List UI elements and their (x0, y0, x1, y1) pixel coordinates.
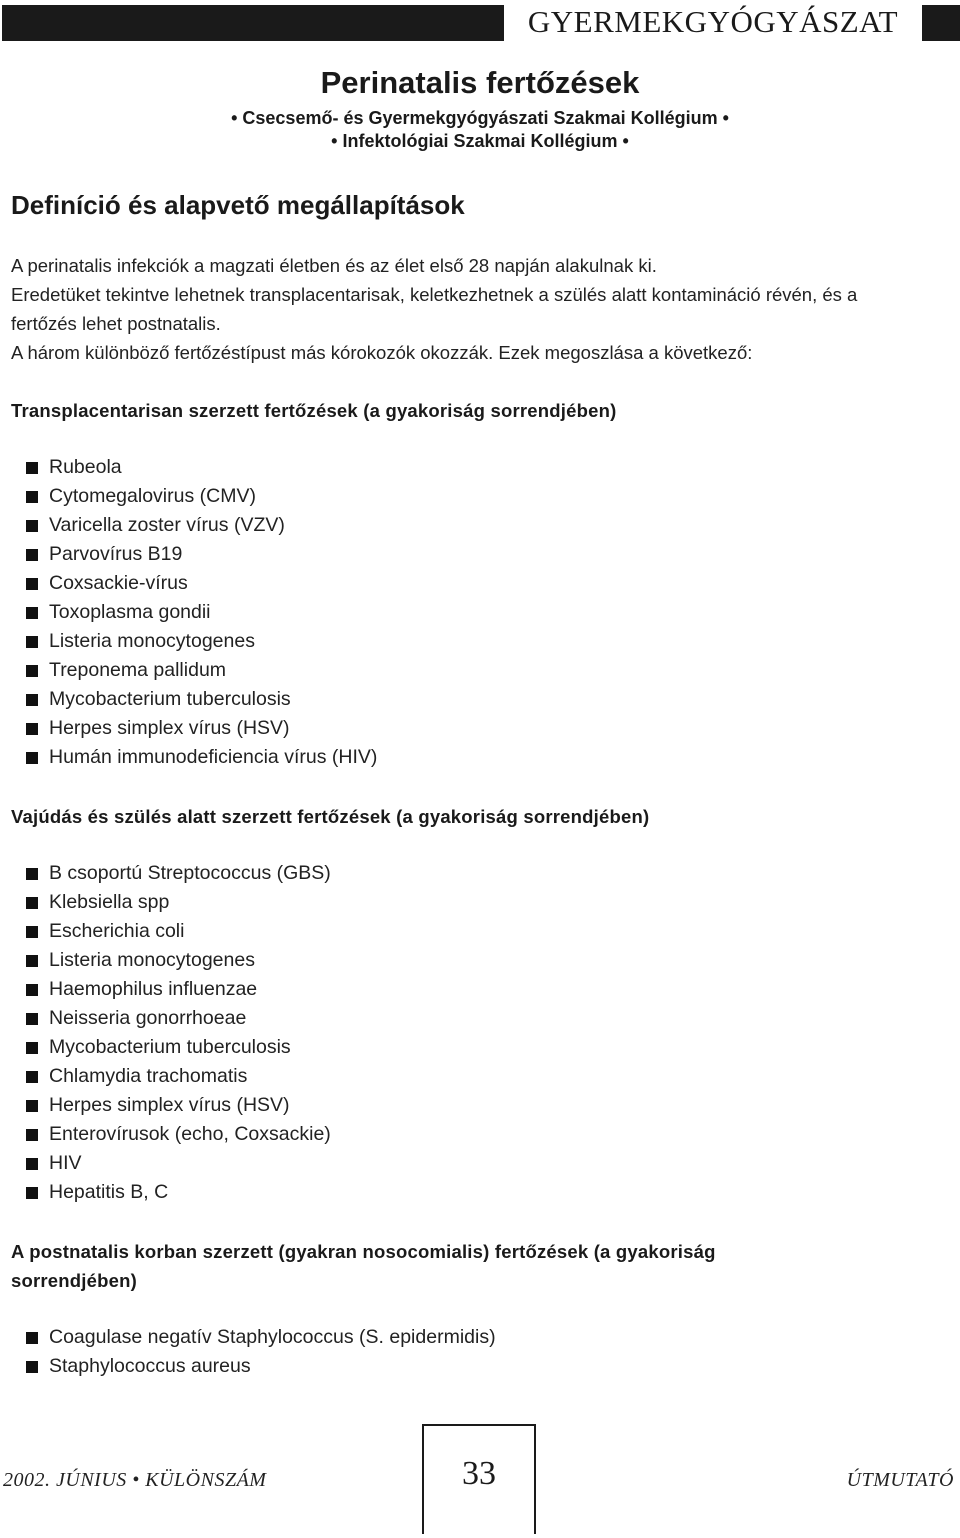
square-bullet-icon (26, 868, 38, 880)
page-number: 33 (462, 1455, 496, 1492)
square-bullet-icon (26, 1129, 38, 1141)
list-item (26, 511, 377, 540)
square-bullet-icon (26, 752, 38, 764)
list-item (26, 1178, 331, 1207)
square-bullet-icon (26, 984, 38, 996)
list-item-label: Hepatitis B, C (49, 1181, 169, 1203)
square-bullet-icon (26, 1332, 38, 1344)
list-item-label: Enterovírusok (echo, Coxsackie) (49, 1123, 331, 1145)
list-item-label: Parvovírus B19 (49, 543, 183, 565)
square-bullet-icon (26, 578, 38, 590)
list-item-label: Toxoplasma gondii (49, 601, 211, 623)
list-item (26, 685, 377, 714)
list-item-label: Listeria monocytogenes (49, 630, 255, 652)
list-item (26, 1149, 331, 1178)
list-item (26, 975, 331, 1004)
list-item-label: Cytomegalovirus (CMV) (49, 485, 256, 507)
square-bullet-icon (26, 1013, 38, 1025)
transplacental-heading: Transplacentarisan szerzett fertőzések (a gyakoriság sorrendjében) (11, 400, 617, 421)
list-item (26, 569, 377, 598)
footer-section: ÚTMUTATÓ (846, 1469, 954, 1491)
list-item-label: Haemophilus influenzae (49, 978, 258, 1000)
list-item-label: Herpes simplex vírus (HSV) (49, 717, 290, 739)
list-item (26, 482, 377, 511)
list-item-label: HIV (49, 1152, 82, 1174)
square-bullet-icon (26, 723, 38, 735)
subtitle-line-2: • Infektológiai Szakmai Kollégium • (331, 131, 629, 151)
section-label: GYERMEKGYÓGYÁSZAT (527, 4, 899, 39)
square-bullet-icon (26, 926, 38, 938)
square-bullet-icon (26, 462, 38, 474)
subtitle-line-1: • Csecsemő- és Gyermekgyógyászati Szakmai Kollégium • (231, 108, 729, 128)
square-bullet-icon (26, 1158, 38, 1170)
footer-issue: 2002. JÚNIUS • KÜLÖNSZÁM (3, 1469, 267, 1491)
list-item (26, 656, 377, 685)
list-item-label: B csoportú Streptococcus (GBS) (49, 862, 331, 884)
definition-heading: Definíció és alapvető megállapítások (11, 190, 465, 220)
square-bullet-icon (26, 1071, 38, 1083)
list-item (26, 540, 377, 569)
list-item (26, 1004, 331, 1033)
square-bullet-icon (26, 694, 38, 706)
list-item-label: Klebsiella spp (49, 891, 170, 913)
postnatal-heading-line-2: sorrendjében) (11, 1270, 137, 1291)
list-item (26, 859, 331, 888)
square-bullet-icon (26, 665, 38, 677)
list-item-label: Mycobacterium tuberculosis (49, 688, 291, 710)
square-bullet-icon (26, 897, 38, 909)
list-item-label: Chlamydia trachomatis (49, 1065, 248, 1087)
page-title: Perinatalis fertőzések (320, 65, 640, 100)
transplacental-list (26, 453, 377, 772)
list-item (26, 1062, 331, 1091)
list-item-label: Rubeola (49, 456, 122, 478)
postnatal-list (26, 1323, 496, 1381)
list-item (26, 1091, 331, 1120)
list-item-label: Listeria monocytogenes (49, 949, 255, 971)
square-bullet-icon (26, 636, 38, 648)
square-bullet-icon (26, 1042, 38, 1054)
list-item-label: Mycobacterium tuberculosis (49, 1036, 291, 1058)
list-item-label: Coagulase negatív Staphylococcus (S. epidermidis) (49, 1326, 496, 1348)
list-item (26, 714, 377, 743)
header-bar-left (2, 5, 504, 41)
header-bar-right (922, 5, 960, 41)
paragraph-line-1: A perinatalis infekciók a magzati életben és az élet első 28 napján alakulnak ki. (11, 255, 657, 276)
square-bullet-icon (26, 1361, 38, 1373)
list-item (26, 917, 331, 946)
intrapartum-heading: Vajúdás és szülés alatt szerzett fertőzések (a gyakoriság sorrendjében) (11, 806, 650, 827)
list-item (26, 627, 377, 656)
list-item (26, 1033, 331, 1062)
square-bullet-icon (26, 549, 38, 561)
list-item-label: Treponema pallidum (49, 659, 227, 681)
list-item (26, 453, 377, 482)
page-number-box (422, 1424, 536, 1534)
list-item-label: Humán immunodeficiencia vírus (HIV) (49, 746, 378, 768)
list-item-label: Staphylococcus aureus (49, 1355, 251, 1377)
list-item-label: Herpes simplex vírus (HSV) (49, 1094, 290, 1116)
square-bullet-icon (26, 1187, 38, 1199)
paragraph-line-4: A három különböző fertőzéstípust más kórokozók okozzák. Ezek megoszlása a következő: (11, 342, 753, 363)
list-item (26, 946, 331, 975)
square-bullet-icon (26, 607, 38, 619)
list-item-label: Varicella zoster vírus (VZV) (49, 514, 285, 536)
paragraph-line-2: Eredetüket tekintve lehetnek transplacentarisak, keletkezhetnek a szülés alatt kontamináció révén, és a (11, 284, 858, 305)
list-item (26, 888, 331, 917)
square-bullet-icon (26, 955, 38, 967)
list-item (26, 1323, 496, 1352)
intrapartum-list (26, 859, 331, 1207)
list-item-label: Escherichia coli (49, 920, 185, 942)
paragraph-line-3: fertőzés lehet postnatalis. (11, 313, 221, 334)
list-item (26, 598, 377, 627)
list-item-label: Coxsackie-vírus (49, 572, 188, 594)
list-item-label: Neisseria gonorrhoeae (49, 1007, 247, 1029)
square-bullet-icon (26, 520, 38, 532)
postnatal-heading-line-1: A postnatalis korban szerzett (gyakran nosocomialis) fertőzések (a gyakoriság (11, 1241, 716, 1262)
list-item (26, 743, 377, 772)
list-item (26, 1352, 496, 1381)
list-item (26, 1120, 331, 1149)
square-bullet-icon (26, 491, 38, 503)
square-bullet-icon (26, 1100, 38, 1112)
